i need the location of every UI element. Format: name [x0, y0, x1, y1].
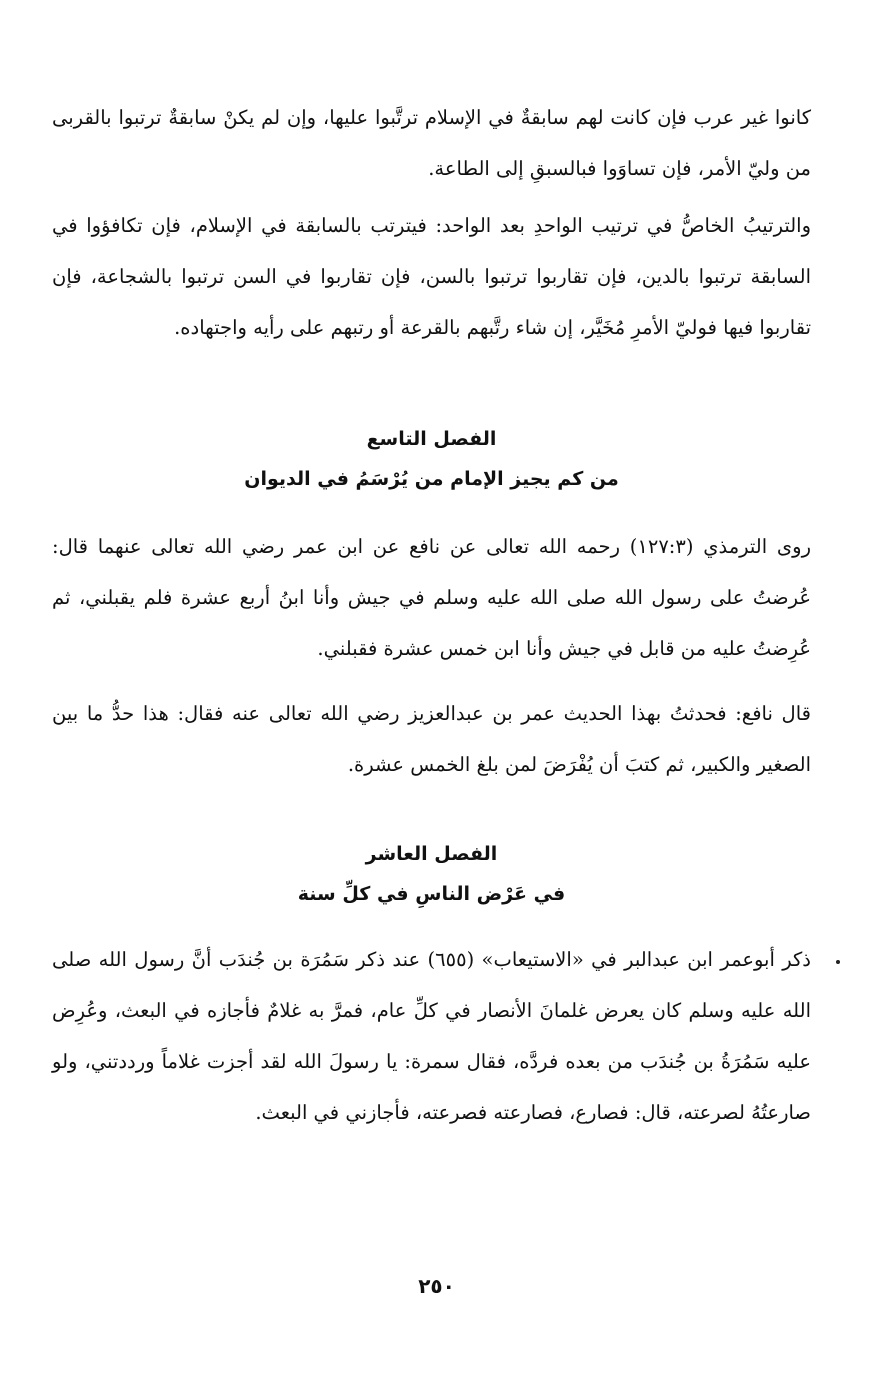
paragraph-istiab-narration: ذكر أبوعمر ابن عبدالبر في «الاستيعاب» (٦٥٥) عند ذكر سَمُرَة بن جُندَب أنَّ رسول الله صلى الله عليه وسلم كان يعرض غلمانَ الأنصار في كلِّ عام، فمرَّ به غلامٌ فأجازه في البعث، وعُرِض عليه سَمُرَةُ بن جُندَب من بعده فردَّه، فقال سمرة: يا رسولَ الله لقد أجزت غلاماً ورددتني، ولو صارعتُهُ لصرعته، قال: فصارع، فصارعته فصرعته، فأجازني في البعث.: [52, 948, 811, 1124]
paragraph-tirmidhi-narration: روى الترمذي (١٢٧:٣) رحمه الله تعالى عن نافع عن ابن عمر رضي الله تعالى عنهما قال: عُرضتُ على رسول الله صلى الله عليه وسلم في جيش وأنا ابنُ أربع عشرة فلم يقبلني، ثم عُرِضتُ عليه من قابل في جيش وأنا ابن خمس عشرة فقبلني.: [52, 535, 811, 660]
chapter-9-heading: [52, 419, 811, 499]
paragraph-individual-ranking: والترتيبُ الخاصُّ في ترتيب الواحدِ بعد الواحد: فيترتب بالسابقة في الإسلام، فإن تكافؤوا في السابقة ترتبوا بالدين، فإن تقاربوا ترتبوا بالسن، فإن تقاربوا في السن ترتبوا بالشجاعة، فإن تقاربوا فيها فوليّ الأمرِ مُخَيَّر، إن شاء رتَّبهم بالقرعة أو رتبهم على رأيه واجتهاده.: [52, 214, 811, 339]
chapter-9-title: من كم يجيز الإمام من يُرْسَمُ في الديوان: [244, 468, 619, 490]
chapter-9-label: الفصل التاسع: [366, 428, 497, 450]
paragraph-ranking-continuation: كانوا غير عرب فإن كانت لهم سابقةٌ في الإسلام ترتَّبوا عليها، وإن لم يكنْ سابقةٌ ترتبوا بالقربى من وليّ الأمر، فإن تساوَوا فبالسبقِ إلى الطاعة.: [52, 106, 811, 180]
page-number: ٢٥٠: [418, 1274, 455, 1298]
page-body: [52, 92, 811, 1152]
chapter-10-heading: [52, 834, 811, 914]
chapter-10-title: في عَرْض الناسِ في كلِّ سنة: [297, 883, 566, 905]
paragraph-nafi-report: قال نافع: فحدثتُ بهذا الحديث عمر بن عبدالعزيز رضي الله تعالى عنه فقال: هذا حدُّ ما بين الصغير والكبير، ثم كتبَ أن يُفْرَضَ لمن بلغ الخمس عشرة.: [52, 702, 811, 776]
chapter-10-label: الفصل العاشر: [365, 843, 498, 865]
stray-ink-dot: [836, 960, 840, 964]
